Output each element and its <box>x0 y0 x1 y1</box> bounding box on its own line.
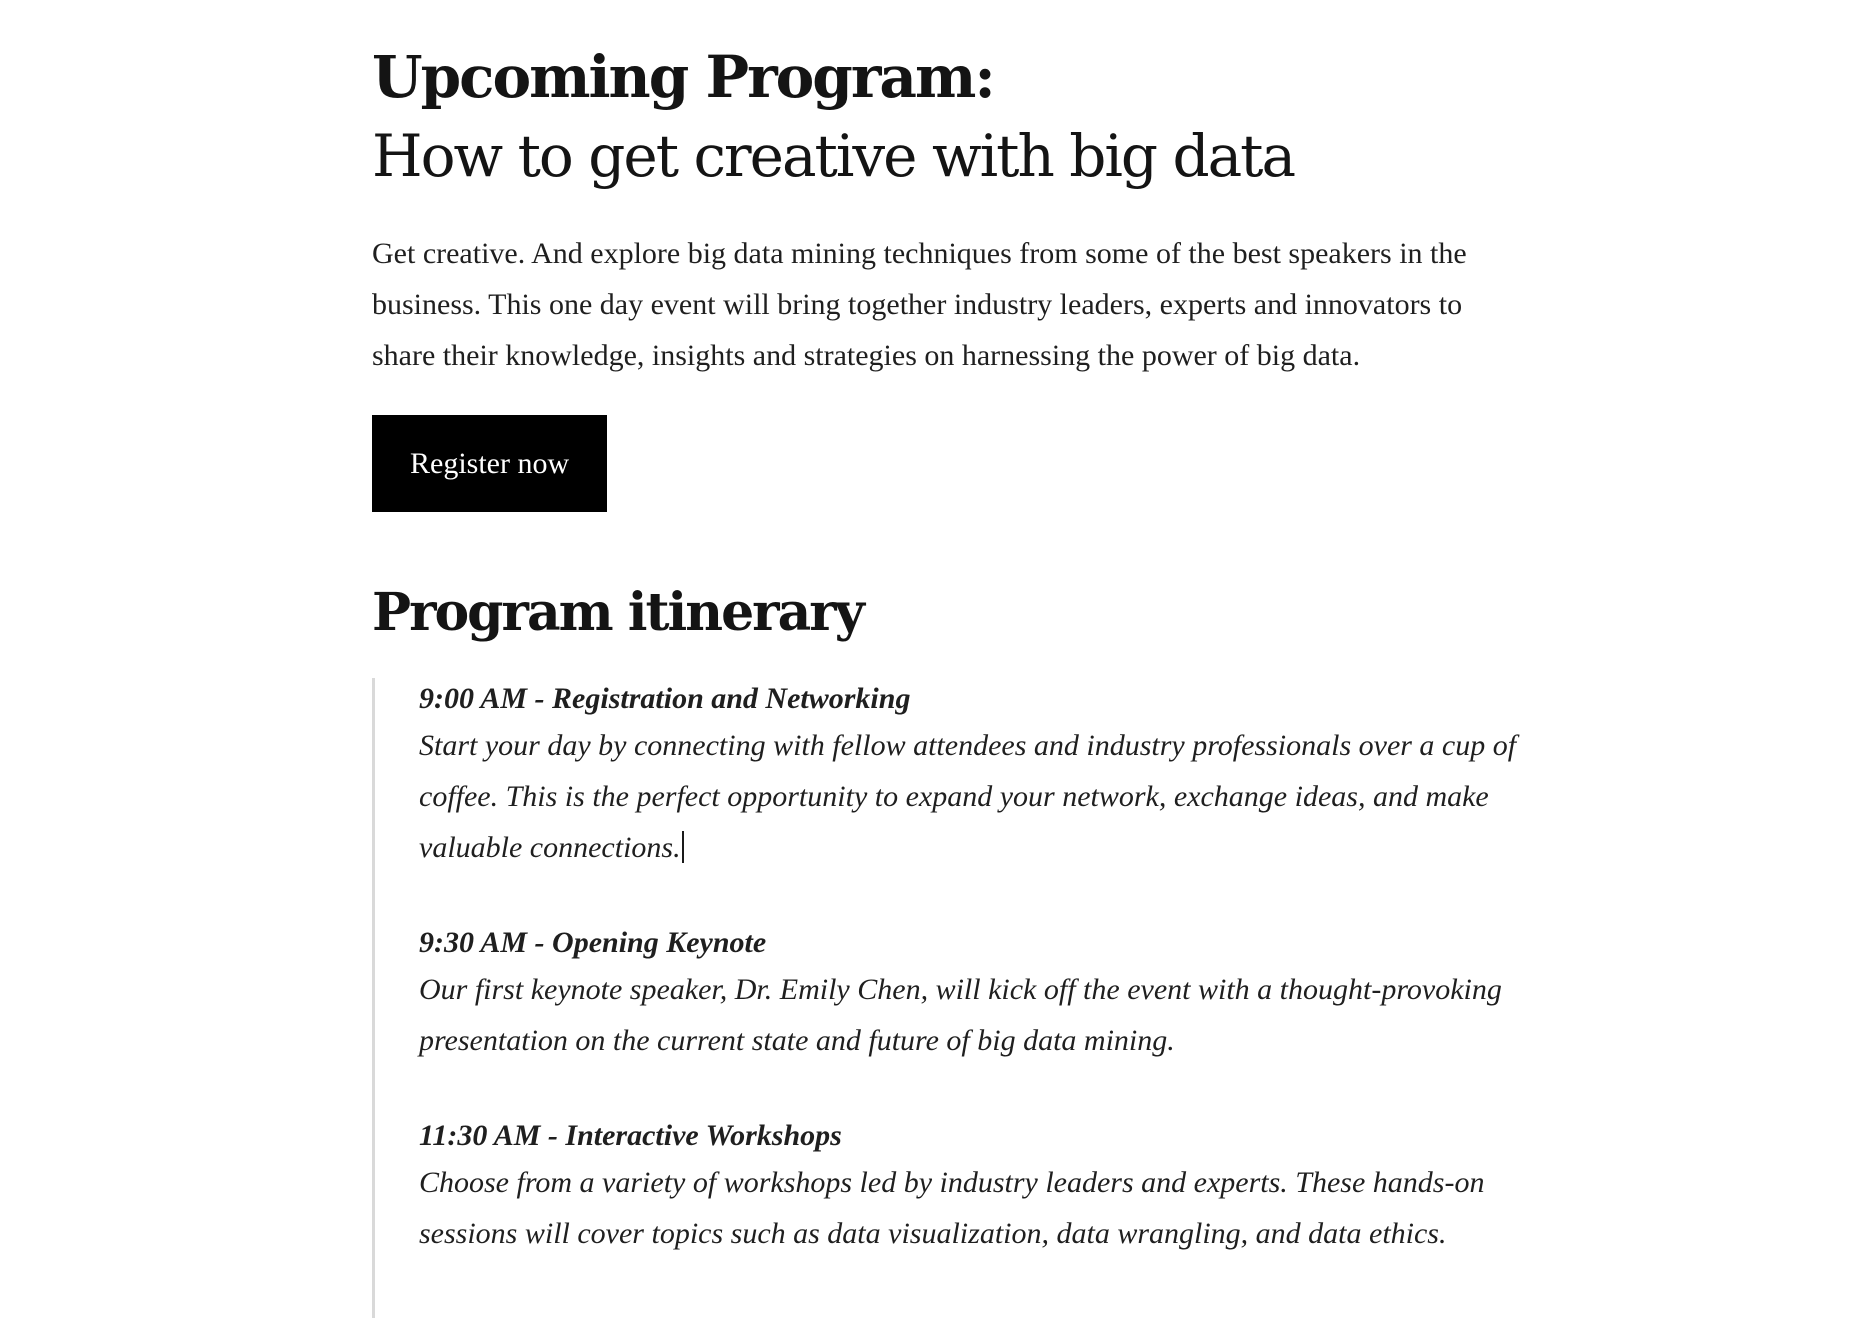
itinerary-item-time: 11:30 AM - Interactive Workshops <box>419 1119 842 1152</box>
itinerary-item-description[interactable] <box>419 720 1519 873</box>
itinerary-item-description[interactable]: Choose from a variety of workshops led by industry leaders and experts. These hands-on sessions will cover topics such as data visualization, data wrangling, and data ethics. <box>419 1166 1485 1250</box>
itinerary-item-time: 9:30 AM - Opening Keynote <box>419 926 767 959</box>
page-content <box>372 38 1517 1318</box>
itinerary-blockquote[interactable] <box>372 678 1517 1318</box>
itinerary-heading[interactable]: Program itinerary <box>372 582 863 643</box>
text-cursor <box>682 831 684 863</box>
register-now-button[interactable]: Register now <box>372 415 607 512</box>
itinerary-item-description-text: Start your day by connecting with fellow attendees and industry professionals over a cup of coffee. This is the perfect opportunity to expand your network, exchange ideas, and make valuable connections. <box>419 729 1517 864</box>
itinerary-item[interactable] <box>419 678 1517 873</box>
page-subtitle: How to get creative with big data <box>372 122 1295 190</box>
itinerary-item-time: 9:00 AM - Registration and Networking <box>419 682 911 715</box>
itinerary-item-description[interactable]: Our first keynote speaker, Dr. Emily Chen, will kick off the event with a thought-provoking presentation on the current state and future of big data mining. <box>419 973 1502 1057</box>
page-title: Upcoming Program: <box>372 43 994 111</box>
intro-paragraph[interactable]: Get creative. And explore big data mining techniques from some of the best speakers in the business. This one day event will bring together industry leaders, experts and innovators to share their knowledge, insights and strategies on harnessing the power of big data. <box>372 237 1467 372</box>
itinerary-item[interactable] <box>419 922 1502 1066</box>
itinerary-item[interactable] <box>419 1115 1502 1259</box>
